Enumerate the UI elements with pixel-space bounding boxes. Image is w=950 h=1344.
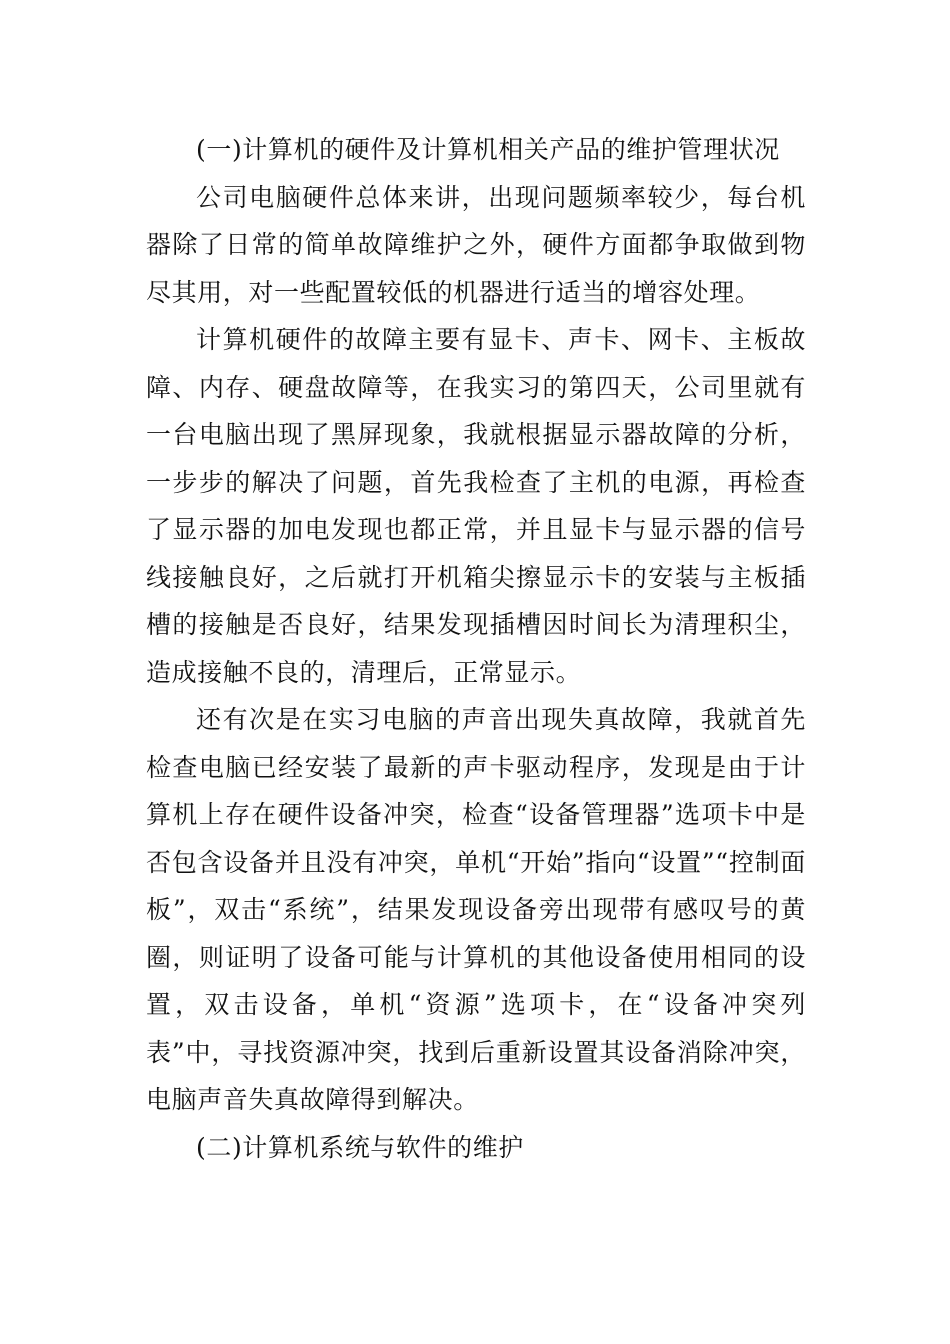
document-body — [146, 126, 806, 1171]
section-heading-hardware: (一)计算机的硬件及计算机相关产品的维护管理状况 — [196, 135, 780, 164]
paragraph-black-screen-fault: 计算机硬件的故障主要有显卡、声卡、网卡、主板故障、内存、硬盘故障等，在我实习的第四天，公司里就有一台电脑出现了黑屏现象，我就根据显示器故障的分析，一步步的解决了问题，首先我检查了主机的电源，再检查了显示器的加电发现也都正常，并且显卡与显示器的信号线接触良好，之后就打开机箱尖擦显示卡的安装与主板插槽的接触是否良好，结果发现插槽因时间长为清理积尘，造成接触不良的，清理后，正常显示。 — [146, 325, 806, 687]
paragraph-hardware-overview: 公司电脑硬件总体来讲，出现问题频率较少，每台机器除了日常的简单故障维护之外，硬件方面都争取做到物尽其用，对一些配置较低的机器进行适当的增容处理。 — [146, 182, 806, 307]
paragraph-sound-distortion-fault: 还有次是在实习电脑的声音出现失真故障，我就首先检查电脑已经安装了最新的声卡驱动程序，发现是由于计算机上存在硬件设备冲突，检查“设备管理器”选项卡中是否包含设备并且没有冲突，单机“开始”指向“设置”“控制面板”，双击“系统”，结果发现设备旁出现带有感叹号的黄圈，则证明了设备可能与计算机的其他设备使用相同的设置，双击设备，单机“资源”选项卡，在“设备冲突列表”中，寻找资源冲突，找到后重新设置其设备消除冲突，电脑声音失真故障得到解决。 — [146, 705, 806, 1114]
section-heading-software: (二)计算机系统与软件的维护 — [196, 1132, 524, 1162]
